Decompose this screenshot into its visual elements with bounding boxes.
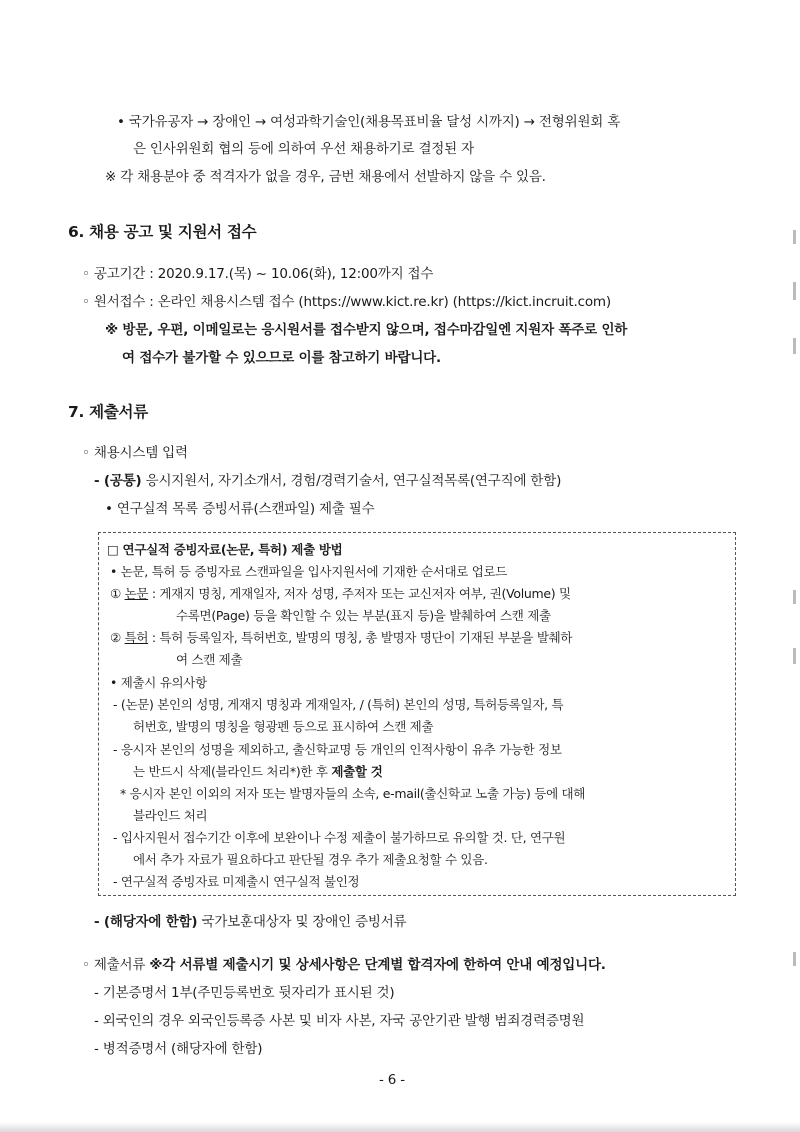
system-input-label: ◦ 채용시스템 입력 bbox=[82, 445, 188, 461]
section-7-heading: 7. 제출서류 bbox=[68, 403, 148, 421]
scan-artifact bbox=[793, 282, 796, 300]
page-number: - 6 - bbox=[379, 1072, 405, 1088]
scan-artifact bbox=[793, 648, 796, 664]
paper-number: ① bbox=[110, 586, 121, 601]
scan-bottom-edge bbox=[0, 1122, 800, 1132]
common-prefix: - (공통) bbox=[94, 473, 142, 489]
box-caution-2a: - 응시자 본인의 성명을 제외하고, 출신학교명 등 개인의 인적사항이 유추 가능한 정보 bbox=[113, 742, 562, 757]
box-caution-1a: - (논문) 본인의 성명, 게재지 명칭과 게재일자, / (특허) 본인의 성명, 특허등록일자, 특 bbox=[113, 697, 564, 712]
scan-artifact bbox=[793, 338, 796, 354]
scan-artifact bbox=[793, 590, 796, 604]
scan-artifact bbox=[793, 952, 796, 966]
box-paper-line-2: 수록면(Page) 등을 확인할 수 있는 부분(표지 등)을 발췌하여 스캔 제출 bbox=[176, 608, 551, 623]
box-patent-line-1 bbox=[110, 628, 572, 646]
box-caution-4b: 에서 추가 자료가 필요하다고 판단될 경우 추가 제출요청할 수 있음. bbox=[133, 852, 488, 867]
common-text: 응시지원서, 자기소개서, 경험/경력기술서, 연구실적목록(연구직에 한함) bbox=[141, 473, 562, 489]
box-upload-instruction: • 논문, 특허 등 증빙자료 스캔파일을 입사지원서에 기재한 순서대로 업로드 bbox=[110, 564, 508, 579]
box-caution-1b: 허번호, 발명의 명칭을 형광펜 등으로 표시하여 스캔 제출 bbox=[133, 719, 434, 734]
preamble-line-2: 은 인사위원회 협의 등에 의하여 우선 채용하기로 결정된 자 bbox=[133, 141, 474, 157]
scan-artifact bbox=[793, 230, 796, 244]
patent-label: 특허 bbox=[124, 630, 149, 645]
application-method: ◦ 원서접수 : 온라인 채용시스템 접수 (https://www.kict.re.kr) (https://kict.incruit.com) bbox=[82, 294, 611, 310]
document-1: - 기본증명서 1부(주민등록번호 뒷자리가 표시된 것) bbox=[94, 985, 395, 1001]
box-caution-4a: - 입사지원서 접수기간 이후에 보완이나 수정 제출이 불가하므로 유의할 것. 단, 연구원 bbox=[113, 830, 566, 845]
box-paper-line-1 bbox=[110, 584, 571, 602]
submission-documents-heading bbox=[82, 953, 606, 973]
docs-note: ※각 서류별 제출시기 및 상세사항은 단계별 합격자에 한하여 안내 예정입니다. bbox=[149, 957, 606, 973]
paper-label: 논문 bbox=[124, 586, 149, 601]
applicable-prefix: - (해당자에 한함) bbox=[94, 914, 198, 930]
box-title: □ 연구실적 증빙자료(논문, 특허) 제출 방법 bbox=[107, 542, 343, 557]
box-caution-5: - 연구실적 증빙자료 미제출시 연구실적 불인정 bbox=[113, 874, 360, 889]
common-documents bbox=[94, 469, 561, 489]
paper-text: : 게재지 명칭, 게재일자, 저자 성명, 주저자 또는 교신저자 여부, 권(Volume) 및 bbox=[148, 586, 571, 601]
docs-prefix: ◦ 제출서류 bbox=[82, 957, 150, 973]
box-caution-3b: 블라인드 처리 bbox=[133, 808, 208, 823]
application-note-line-2: 여 접수가 불가할 수 있으므로 이를 참고하기 바랍니다. bbox=[122, 350, 441, 366]
caution-2b-bold: 제출할 것 bbox=[331, 764, 383, 779]
research-proof-required: • 연구실적 목록 증빙서류(스캔파일) 제출 필수 bbox=[105, 501, 375, 517]
application-note-line-1: ※ 방문, 우편, 이메일로는 응시원서를 접수받지 않으며, 접수마감일엔 지원자 폭주로 인하 bbox=[105, 322, 628, 338]
box-caution-heading: • 제출시 유의사항 bbox=[110, 675, 207, 690]
document-2: - 외국인의 경우 외국인등록증 사본 및 비자 사본, 자국 공안기관 발행 범죄경력증명원 bbox=[94, 1013, 585, 1029]
box-patent-line-2: 여 스캔 제출 bbox=[176, 652, 243, 667]
applicable-text: 국가보훈대상자 및 장애인 증빙서류 bbox=[197, 914, 407, 930]
box-caution-3a: * 응시자 본인 이외의 저자 또는 발명자들의 소속, e-mail(출신학교 노출 가능) 등에 대해 bbox=[120, 786, 586, 801]
preamble-note: ※ 각 채용분야 중 적격자가 없을 경우, 금번 채용에서 선발하지 않을 수 있음. bbox=[105, 169, 546, 185]
patent-text: : 특허 등록일자, 특허번호, 발명의 명칭, 총 발명자 명단이 기재된 부분을 발췌하 bbox=[148, 630, 573, 645]
posting-period: ◦ 공고기간 : 2020.9.17.(목) ~ 10.06(화), 12:00까지 접수 bbox=[82, 266, 434, 282]
preamble-line-1: • 국가유공자 → 장애인 → 여성과학기술인(채용목표비율 달성 시까지) → 전형위원회 혹 bbox=[117, 114, 621, 130]
caution-2b-text: 는 반드시 삭제(블라인드 처리*)한 후 bbox=[133, 764, 332, 779]
document-3: - 병적증명서 (해당자에 한함) bbox=[94, 1041, 263, 1057]
box-caution-2b bbox=[133, 762, 382, 780]
applicable-documents bbox=[94, 910, 406, 930]
section-6-heading: 6. 채용 공고 및 지원서 접수 bbox=[68, 223, 257, 241]
patent-number: ② bbox=[110, 630, 121, 645]
